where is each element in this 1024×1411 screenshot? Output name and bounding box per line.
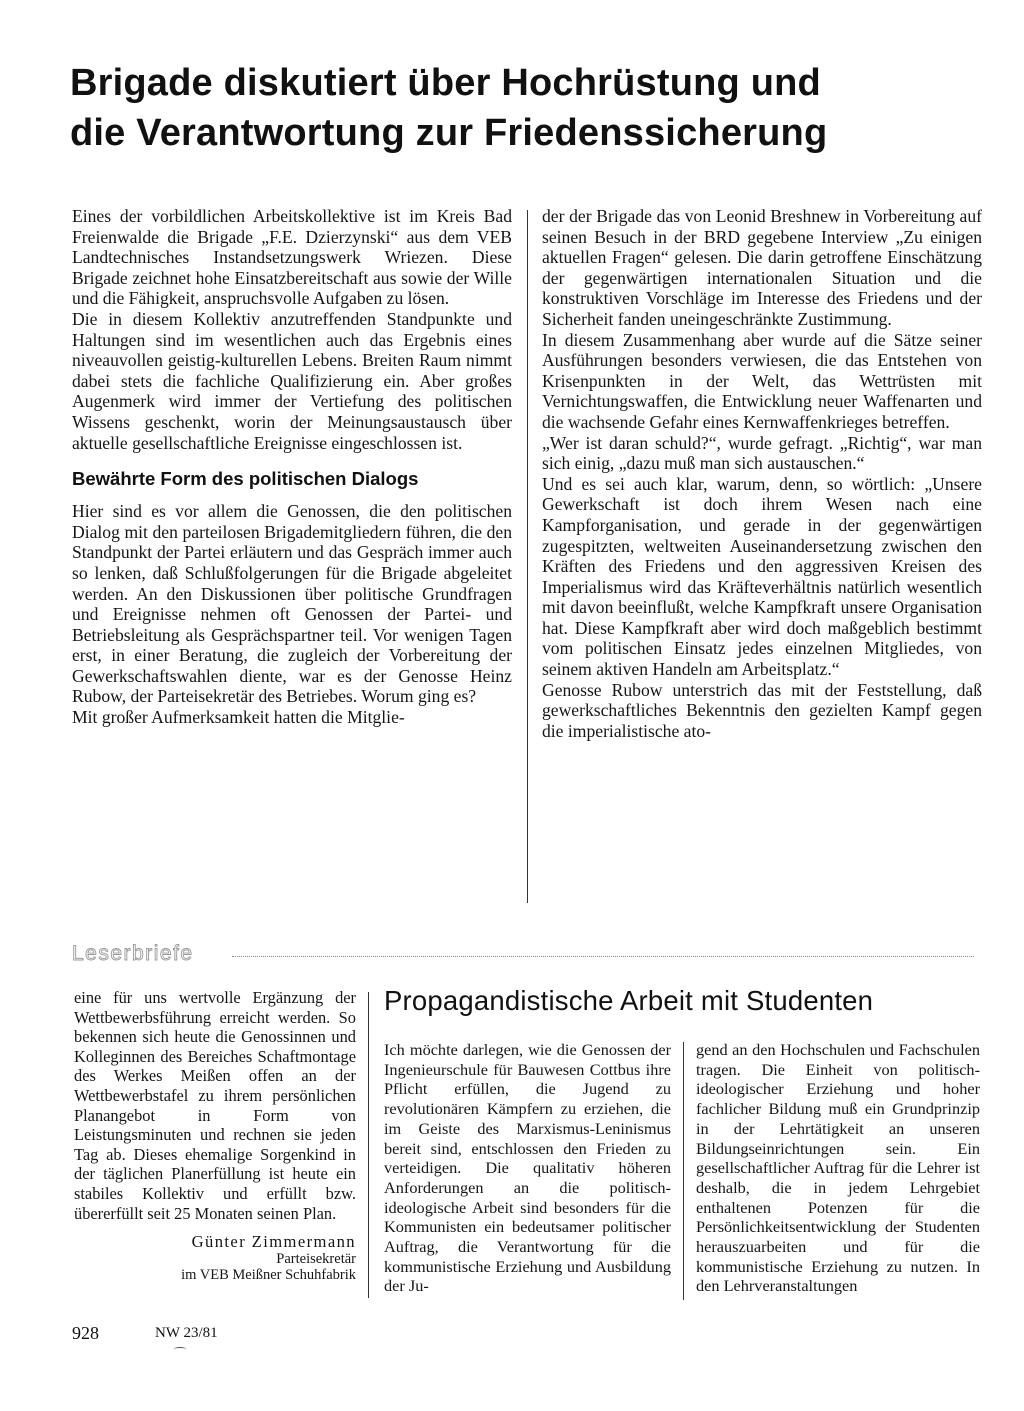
- page-number: 928: [72, 1323, 99, 1343]
- dialog-paragraph-2: Mit großer Aufmerksamkeit hatten die Mitglie-: [72, 707, 405, 728]
- col2-paragraph-5: Genosse Rubow unterstrich das mit der Feststellung, daß gewerkschaftliches Bekenntnis den gezielten Kampf gegen die imperialistische ato-: [542, 679, 982, 741]
- letter-text: eine für uns wertvolle Ergänzung der Wettbewerbsführung erreicht werden. So bekennen sich heute die Genossinnen und Kolleginnen des Bereiches Schaftmontage des Werkes Meißen offen an der Wettbewerbstafel zu ihrem persönlichen Planangebot in Form von Leistungsminuten und rechnen sie jeden Tag ab. Dieses ehemalige Sorgenkind in der täglichen Planerfüllung ist heute ein stabiles Kollektiv und erfüllt bzw. übererfüllt seit 25 Monaten seinen Plan.: [74, 988, 356, 1223]
- article-column-1: [72, 206, 512, 728]
- second-article-column-1: Ich möchte darlegen, wie die Genossen der Ingenieurschule für Bauwesen Cottbus ihre Pflicht erfüllen, die Jugend zu revolutionären Kämpfern zu erziehen, die im Geiste des Marxismus-Leninismus bereit sind, entschlossen den Frieden zu verteidigen. Die qualitativ höheren Anforderungen an die politisch-ideologische Arbeit sind besonders für die Kommunisten ein bedeutsamer politischer Auftrag, die Verantwortung für die kommunistische Erziehung und Ausbildung der Ju-: [384, 1040, 671, 1296]
- intro-paragraph-2: Die in diesem Kollektiv anzutreffenden Standpunkte und Haltungen sind im wesentlichen auch das Ergebnis eines niveauvollen geistig-kulturellen Lebens. Breiten Raum nimmt dabei stets die fachliche Qualifizierung ein. Aber großes Augenmerk wird immer der Vertiefung des politischen Wissens geschenkt, worin der Meinungsaustausch über aktuelle gesellschaftliche Ereignisse eingeschlossen ist.: [72, 308, 512, 453]
- col2-paragraph-4: Und es sei auch klar, warum, denn, so wörtlich: „Unsere Gewerkschaft ist doch ihrem Wesen nach eine Kampforganisation, und gerade in der gegenwärtigen zugespitzten, weltweiten Auseinandersetzung zwischen den Kräften des Friedens und den aggressiven Kreisen des Imperialismus wird das Kräfteverhältnis natürlich wesentlich mit davon beeinflußt, welche Kampfkraft unsere Organisation hat. Diese Kampfkraft aber wird doch maßgeblich bestimmt vom politischen Einsatz jedes einzelnen Mitgliedes, von seinem aktiven Handeln am Arbeitsplatz.“: [542, 473, 982, 680]
- intro-paragraph-1: Eines der vorbildlichen Arbeitskollektive ist im Kreis Bad Freienwalde die Brigade „F.E. Dzierzynski“ aus dem VEB Landtechnisches Instandsetzungswerk Wriezen. Diese Brigade zeichnet hohe Einsatzbereitschaft aus sowie der Wille und die Fähigkeit, anspruchsvolle Aufgaben zu lösen.: [72, 206, 512, 309]
- second-article-headline: Propagandistische Arbeit mit Studenten: [384, 985, 874, 1016]
- section-rule: [232, 956, 974, 957]
- col2-paragraph-1: der der Brigade das von Leonid Breshnew in Vorbereitung auf seinen Besuch in der BRD gegebene Interview „Zu einigen aktuellen Fragen“ gelesen. Die darin getroffene Einschätzung der gegenwärtigen internationalen Situation und die konstruktiven Vorschläge im Interesse des Friedens und der Sicherheit fanden uneingeschränkte Zustimmung.: [542, 206, 982, 329]
- second-article-divider: [683, 1042, 684, 1300]
- second-article-column-2: gend an den Hochschulen und Fachschulen tragen. Die Einheit von politisch-ideologischer Erziehung und hoher fachlicher Bildung muß ein Grundprinzip in der Lehrtätigkeit an unseren Bildungseinrichtungen sein. Ein gesellschaftlicher Auftrag für die Lehrer ist deshalb, die in jedem Lehrgebiet enthaltenen Potenzen für die Persönlichkeitsentwicklung der Studenten herauszuarbeiten und für die kommunistische Erziehung zu nutzen. In den Lehrveranstaltungen: [696, 1040, 980, 1296]
- signature-role: Parteisekretär: [276, 1251, 356, 1268]
- footer-mark: [174, 1347, 186, 1351]
- headline-line-1: Brigade diskutiert über Hochrüstung und: [70, 62, 821, 104]
- column-divider: [527, 210, 528, 903]
- letter-signature: [74, 1232, 356, 1283]
- letter-divider: [368, 992, 369, 1298]
- col2-paragraph-2: In diesem Zusammenhang aber wurde auf die Sätze seiner Ausführungen besonders verwiesen, die das Entstehen von Krisenpunkten in der Welt, das Wettrüsten mit Vernichtungswaffen, die Entwicklung neuer Waffenarten und die wachsende Gefahr eines Kernwaffenkrieges betreffen.: [542, 329, 982, 432]
- signature-organization: im VEB Meißner Schuhfabrik: [181, 1267, 356, 1284]
- headline-line-2: die Verantwortung zur Friedenssicherung: [70, 112, 828, 154]
- article-subheading: Bewährte Form des politischen Dialogs: [72, 468, 419, 490]
- section-label-leserbriefe: Leserbriefe: [72, 942, 194, 965]
- article-headline: [70, 58, 970, 158]
- article-column-2: [542, 206, 982, 741]
- dialog-paragraph-1: Hier sind es vor allem die Genossen, die den politischen Dialog mit den parteilosen Brigademitgliedern führen, die den Standpunkt der Partei erläutern und das Gespräch immer auch so lenken, daß Schlußfolgerungen für die Brigade abgeleitet werden. An den Diskussionen über politische Grundfragen und Ereignisse nehmen oft Genossen der Partei- und Betriebsleitung als Gesprächspartner teil. Vor wenigen Tagen erst, in einer Beratung, die zugleich der Vorbereitung der Gewerkschaftswahlen diente, war es der Genosse Heinz Rubow, der Parteisekretär des Betriebes. Worum ging es?: [72, 501, 512, 707]
- col2-paragraph-3: „Wer ist daran schuld?“, wurde gefragt. „Richtig“, war man sich einig, „dazu muß man sich austauschen.“: [542, 432, 982, 474]
- signature-name: Günter Zimmermann: [191, 1232, 356, 1252]
- issue-label: NW 23/81: [155, 1325, 218, 1341]
- reader-letter: [74, 988, 356, 1283]
